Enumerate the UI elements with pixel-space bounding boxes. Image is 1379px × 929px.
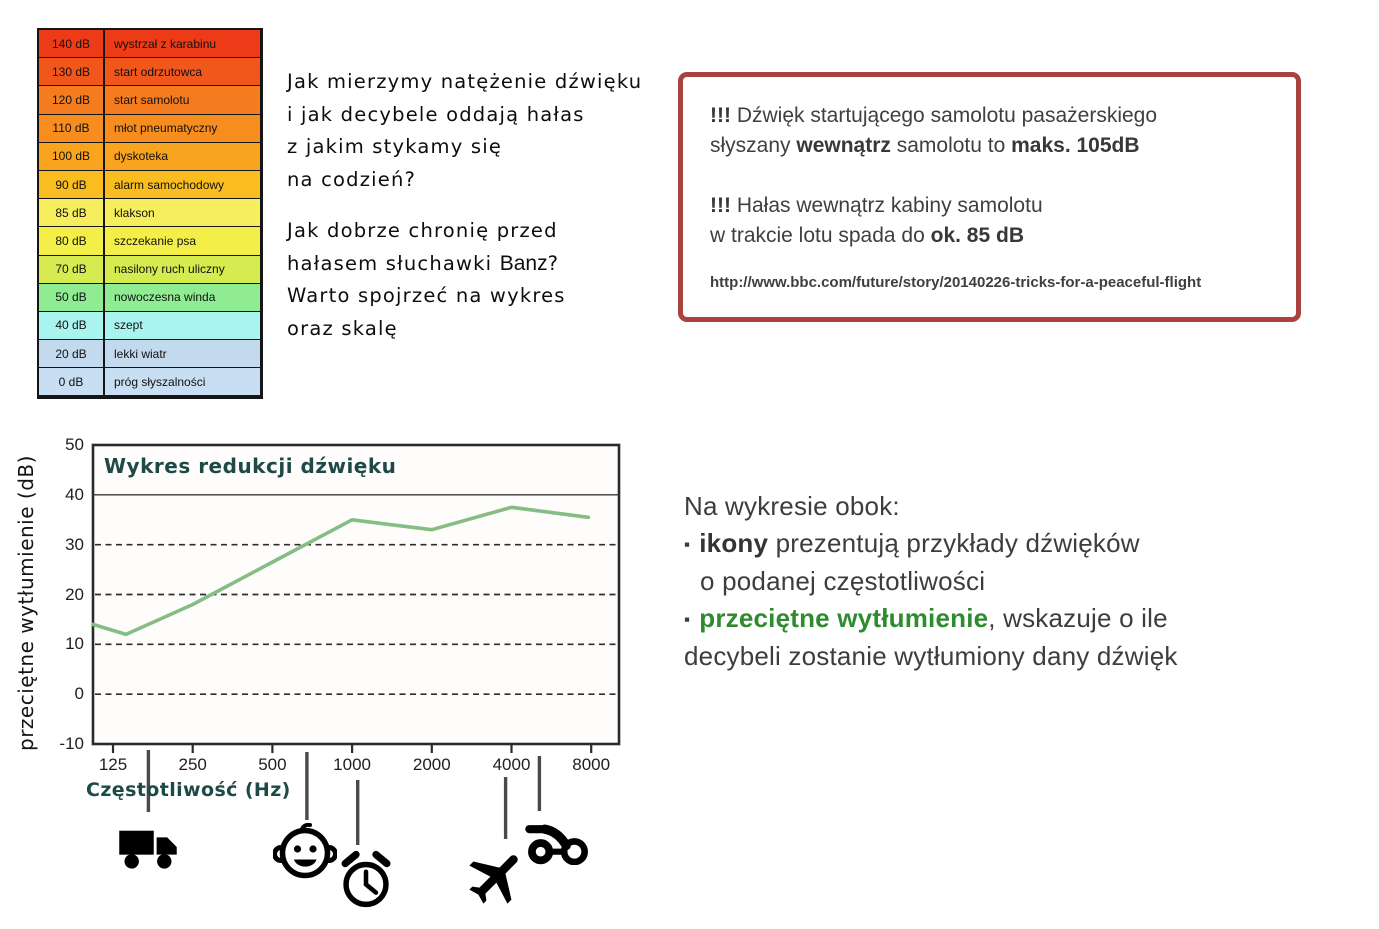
db-table-row (39, 311, 260, 339)
intro-question-text (287, 66, 677, 345)
exclamation-marks: !!! (710, 104, 731, 127)
y-tick-label: 30 (65, 534, 84, 554)
db-level-cell: 50 dB (39, 284, 105, 311)
db-table-row (39, 85, 260, 113)
db-example-cell: start odrzutowca (105, 58, 260, 85)
info-text-bold: ok. 85 dB (930, 224, 1024, 247)
db-level-cell: 130 dB (39, 58, 105, 85)
exclamation-marks: !!! (710, 194, 731, 217)
db-level-cell: 80 dB (39, 227, 105, 254)
db-level-cell: 85 dB (39, 199, 105, 226)
db-level-cell: 40 dB (39, 312, 105, 339)
chart-notes (684, 488, 1324, 675)
db-table-row (39, 255, 260, 283)
notes-line: decybeli zostanie wytłumiony dany dźwięk (684, 641, 1178, 671)
intro-line (287, 248, 677, 281)
db-level-cell: 100 dB (39, 143, 105, 170)
notes-line: Na wykresie obok: (684, 491, 900, 521)
db-example-cell: nowoczesna winda (105, 284, 260, 311)
db-table-row (39, 367, 260, 395)
db-level-cell: 70 dB (39, 256, 105, 283)
info-text: Hałas wewnątrz kabiny samolotu (730, 194, 1043, 217)
x-axis-label: Częstotliwość (Hz) (86, 779, 291, 801)
notes-text: prezentują przykłady dźwięków (768, 528, 1140, 558)
decibel-scale-table (37, 28, 263, 399)
bullet-icon: ▪ (684, 535, 691, 554)
notes-bold: ikony (699, 528, 769, 558)
db-example-cell: szept (105, 312, 260, 339)
banz-brand-text: Banz (499, 251, 548, 275)
y-tick-label: 50 (65, 435, 84, 454)
info-box-line (710, 191, 1276, 221)
db-level-cell: 0 dB (39, 368, 105, 395)
db-table-row (39, 170, 260, 198)
x-tick-label: 250 (178, 755, 207, 774)
db-table-row (39, 142, 260, 170)
info-box-url: http://www.bbc.com/future/story/20140226-tricks-for-a-peaceful-flight (710, 274, 1202, 291)
noise-reduction-chart (0, 435, 680, 921)
db-table-row (39, 339, 260, 367)
alarm-clock-icon (337, 848, 395, 914)
notes-line (684, 600, 1324, 638)
motorcycle-icon (524, 822, 590, 869)
bullet-icon: ▪ (684, 610, 691, 629)
x-tick-label: 8000 (572, 755, 611, 774)
db-level-cell: 120 dB (39, 86, 105, 113)
intro-line-part: ? (547, 251, 560, 275)
db-example-cell: wystrzał z karabinu (105, 30, 260, 57)
intro-line-part: hałasem słuchawki (287, 251, 500, 275)
intro-line: Jak dobrze chronię przed (287, 219, 558, 242)
intro-line: Jak mierzymy natężenie dźwięku (287, 70, 643, 93)
db-level-cell: 110 dB (39, 115, 105, 142)
db-level-cell: 20 dB (39, 340, 105, 367)
info-text: Dźwięk startującego samolotu pasażerskiego (730, 104, 1158, 127)
intro-line: oraz skalę (287, 316, 398, 340)
db-level-cell: 90 dB (39, 171, 105, 198)
db-example-cell: próg słyszalności (105, 368, 260, 395)
intro-line: z jakim stykamy się (287, 135, 503, 158)
y-tick-label: 10 (65, 634, 84, 654)
y-tick-label: 20 (65, 584, 84, 604)
y-tick-label: -10 (59, 734, 84, 753)
info-text-bold: maks. 105dB (1011, 134, 1140, 157)
db-example-cell: młot pneumatyczny (105, 115, 260, 142)
db-table-row (39, 57, 260, 85)
notes-line: o podanej częstotliwości (700, 566, 986, 596)
intro-line: Warto spojrzeć na wykres (287, 284, 566, 307)
db-table-row (39, 226, 260, 254)
x-tick-label: 2000 (412, 755, 451, 774)
y-axis-label: przeciętne wytłumienie (dB) (14, 455, 38, 751)
db-example-cell: alarm samochodowy (105, 171, 260, 198)
x-tick-label: 500 (258, 755, 287, 774)
intro-line: i jak decybele oddają hałas (287, 102, 585, 126)
db-table-row (39, 283, 260, 311)
info-box-line (710, 101, 1276, 131)
x-tick-label: 4000 (492, 755, 531, 774)
db-example-cell: lekki wiatr (105, 340, 260, 367)
baby-icon (273, 820, 337, 888)
db-example-cell: nasilony ruch uliczny (105, 256, 260, 283)
info-box-line (710, 221, 1276, 251)
info-text: w trakcie lotu spada do (710, 224, 931, 247)
db-table-row (39, 198, 260, 226)
x-tick-label: 1000 (333, 755, 371, 774)
chart-title: Wykres redukcji dźwięku (104, 454, 397, 478)
info-text: słyszany (710, 134, 797, 157)
intro-line: na codzień? (287, 167, 417, 191)
notes-line (684, 525, 1324, 563)
info-text: samolotu to (890, 134, 1012, 157)
db-example-cell: dyskoteka (105, 143, 260, 170)
y-tick-label: 0 (74, 684, 84, 704)
db-example-cell: szczekanie psa (105, 227, 260, 254)
db-level-cell: 140 dB (39, 30, 105, 57)
info-box-line (710, 131, 1276, 161)
notes-bold-green: przeciętne wytłumienie (699, 603, 989, 633)
y-tick-label: 40 (65, 484, 84, 504)
info-box (678, 72, 1301, 322)
db-example-cell: start samolotu (105, 86, 260, 113)
x-tick-label: 125 (98, 755, 128, 774)
info-text-bold: wewnątrz (796, 134, 891, 157)
db-example-cell: klakson (105, 199, 260, 226)
truck-icon (117, 824, 179, 874)
db-table-row (39, 30, 260, 57)
notes-text: , wskazuje o ile (988, 603, 1168, 633)
db-table-row (39, 114, 260, 142)
